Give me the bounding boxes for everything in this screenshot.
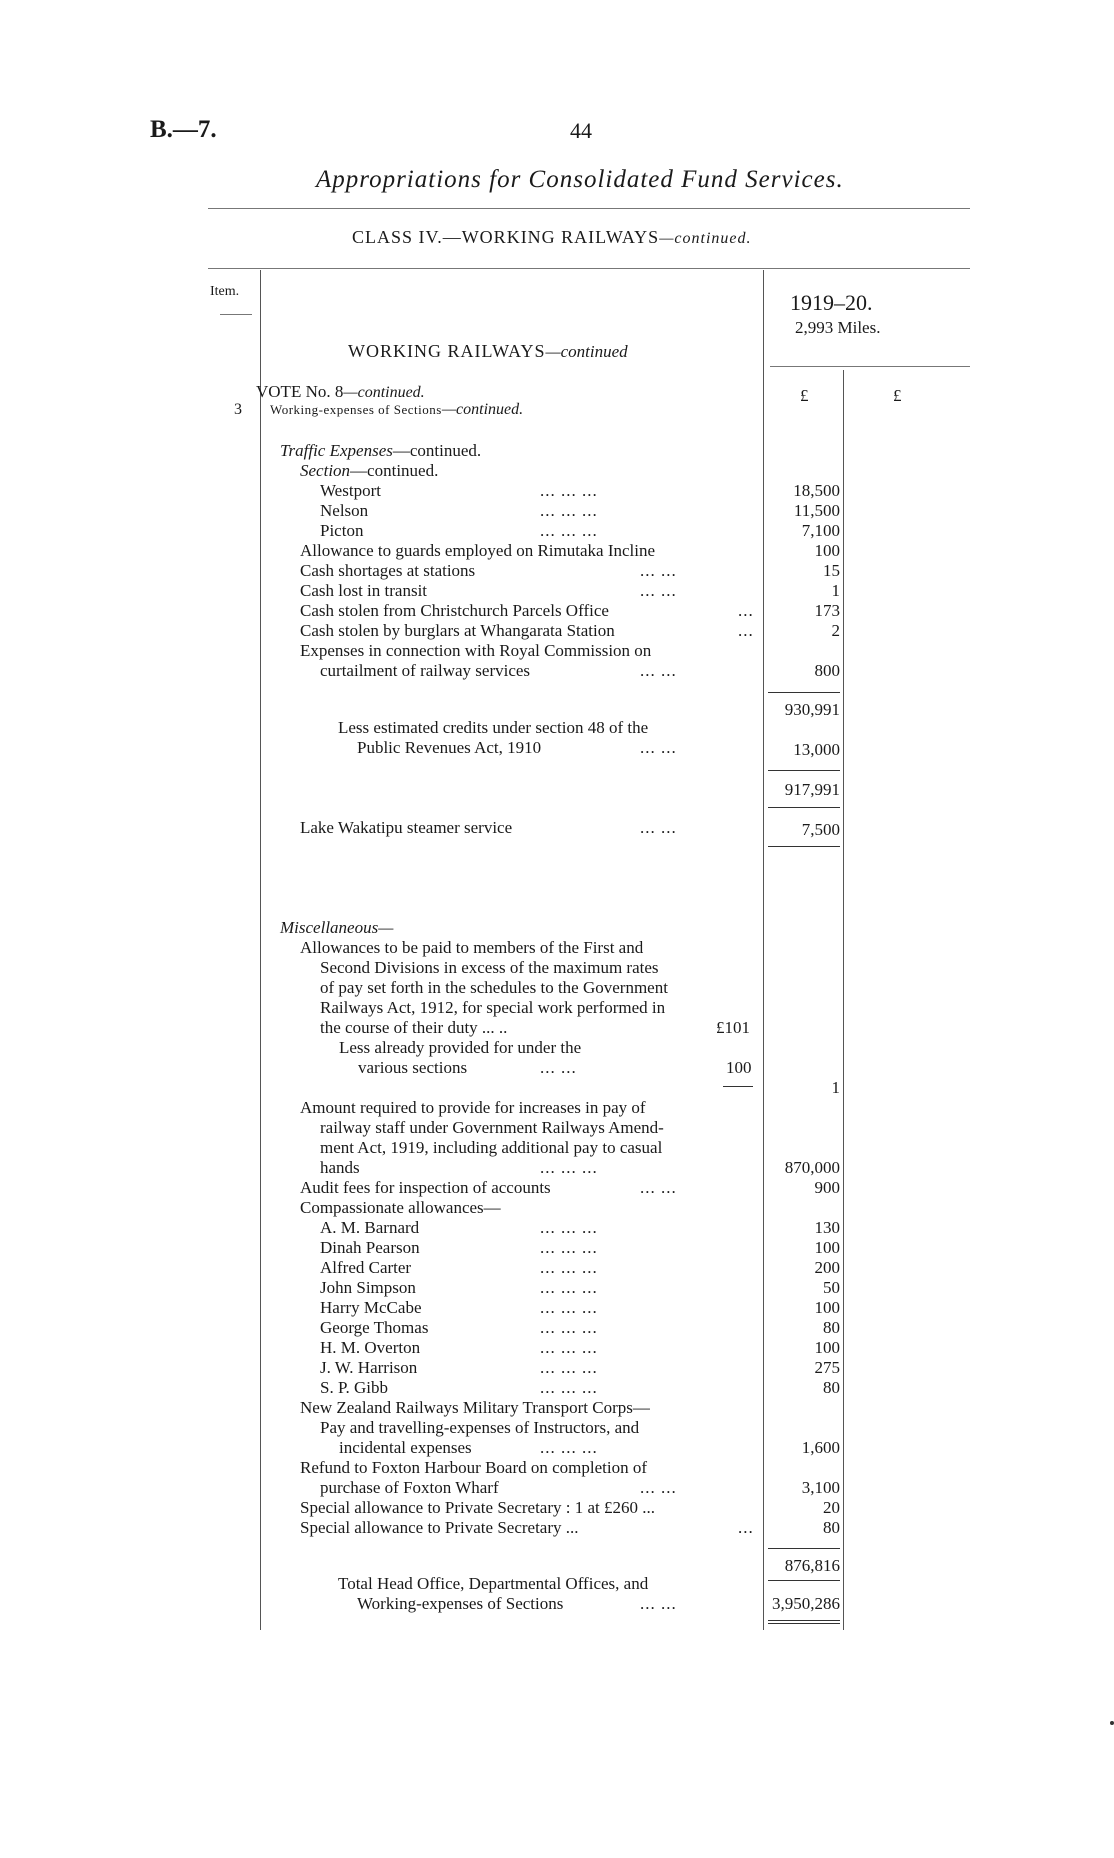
traffic-row xyxy=(0,661,1114,681)
stray-mark xyxy=(1110,1721,1114,1725)
compassionate-row xyxy=(0,1258,1114,1278)
row-label: Allowance to guards employed on Rimutaka Incline xyxy=(300,541,656,560)
row-leader-dots: ... ... xyxy=(640,561,677,580)
traffic-row xyxy=(0,481,1114,501)
row-leader-dots: ... ... xyxy=(640,581,677,600)
row-leader-dots: ... ... ... xyxy=(540,1218,598,1237)
traffic-net-total: 917,991 xyxy=(784,780,840,799)
row-label: Harry McCabe xyxy=(320,1298,422,1317)
row-leader-dots: ... ... ... xyxy=(540,1438,598,1457)
row-amount: 130 xyxy=(814,1218,840,1237)
row-label: Cash stolen by burglars at Whangarata Station xyxy=(300,621,615,640)
row-amount: 50 xyxy=(823,1278,840,1297)
row-leader-dots: ... ... ... xyxy=(540,1378,598,1397)
course-of-duty-line: the course of their duty ... .. xyxy=(320,1018,508,1037)
miscellaneous-total: 876,816 xyxy=(784,1556,840,1575)
various-sections-amount: 100 xyxy=(726,1058,752,1077)
row-amount: 11,500 xyxy=(793,501,840,520)
class-heading xyxy=(352,227,752,248)
increase-line: railway staff under Government Railways Amend- xyxy=(320,1118,664,1137)
traffic-row xyxy=(0,501,1114,521)
row-amount: 80 xyxy=(823,1318,840,1337)
vote-heading xyxy=(256,382,425,402)
row-label: purchase of Foxton Wharf xyxy=(320,1478,499,1497)
row-amount: 1 xyxy=(831,581,840,600)
row-amount: 800 xyxy=(814,661,840,680)
row-amount: 100 xyxy=(814,1338,840,1357)
working-expenses-heading-main: Working-expenses of Sections xyxy=(270,402,442,417)
allowances-line: Second Divisions in excess of the maximum rates xyxy=(320,958,659,977)
year-header-rule xyxy=(770,366,970,367)
allowances-rule xyxy=(723,1086,753,1087)
amount-column-left-divider xyxy=(763,270,764,1630)
pound-sign-column-1: £ xyxy=(800,386,809,405)
less-already-provided-line: Less already provided for under the xyxy=(339,1038,582,1057)
row-label: J. W. Harrison xyxy=(320,1358,418,1377)
class-heading-main: CLASS IV.—WORKING RAILWAYS xyxy=(352,227,660,247)
row-leader-dots: ... ... xyxy=(640,661,677,680)
lake-wakatipu-label: Lake Wakatipu steamer service xyxy=(300,818,513,837)
row-amount: 1,600 xyxy=(801,1438,840,1457)
allowances-total: 1 xyxy=(831,1078,840,1097)
traffic-row xyxy=(0,581,1114,601)
row-amount: 2 xyxy=(831,621,840,640)
section-heading-main: WORKING RAILWAYS xyxy=(348,341,546,361)
grand-total-amount: 3,950,286 xyxy=(772,1594,840,1613)
row-label: S. P. Gibb xyxy=(320,1378,389,1397)
foxton-wharf-row xyxy=(0,1478,1114,1498)
compassionate-row xyxy=(0,1298,1114,1318)
lake-wakatipu-dots: ... ... xyxy=(640,818,677,837)
subtotal-rule xyxy=(768,692,840,693)
row-amount: 200 xyxy=(814,1258,840,1277)
less-credits-amount: 13,000 xyxy=(793,740,840,759)
increase-line: Amount required to provide for increases in pay of xyxy=(300,1098,646,1117)
grand-total-underline xyxy=(768,1620,840,1621)
row-leader-dots: ... ... ... xyxy=(540,1158,598,1177)
instructors-pay-line: Pay and travelling-expenses of Instructors, and xyxy=(320,1418,640,1437)
row-amount: 870,000 xyxy=(784,1158,840,1177)
incidental-expenses-row xyxy=(0,1438,1114,1458)
row-leader-dots: ... ... ... xyxy=(540,501,598,520)
compassionate-row xyxy=(0,1378,1114,1398)
row-leader-dots: ... ... ... xyxy=(540,1238,598,1257)
row-leader-dots: ... xyxy=(738,1518,754,1537)
row-label: H. M. Overton xyxy=(320,1338,421,1357)
traffic-row xyxy=(0,641,1114,661)
pound-sign-column-2: £ xyxy=(893,386,902,405)
compassionate-row xyxy=(0,1238,1114,1258)
row-amount: 100 xyxy=(814,1238,840,1257)
working-expenses-heading-continued: —continued. xyxy=(441,401,524,418)
grand-total-rule xyxy=(768,1580,840,1581)
lake-wakatipu-underline xyxy=(768,846,840,847)
row-amount: 80 xyxy=(823,1518,840,1537)
row-label: Dinah Pearson xyxy=(320,1238,420,1257)
row-label: Cash lost in transit xyxy=(300,581,428,600)
page-title: Appropriations for Consolidated Fund Services. xyxy=(316,166,844,193)
row-label: Expenses in connection with Royal Commission on xyxy=(300,641,652,660)
row-amount: 275 xyxy=(814,1358,840,1377)
row-label: Westport xyxy=(320,481,381,500)
allowances-line: Railways Act, 1912, for special work performed in xyxy=(320,998,666,1017)
row-amount: 900 xyxy=(814,1178,840,1197)
row-label: incidental expenses xyxy=(339,1438,472,1457)
row-amount: 3,100 xyxy=(801,1478,840,1497)
row-label: Audit fees for inspection of accounts xyxy=(300,1178,551,1197)
traffic-expenses-heading-rest: —continued. xyxy=(392,441,482,460)
traffic-row xyxy=(0,541,1114,561)
row-label: Nelson xyxy=(320,501,369,520)
row-leader-dots: ... ... xyxy=(640,1478,677,1497)
traffic-section-subheading xyxy=(300,461,438,481)
row-leader-dots: ... ... ... xyxy=(540,481,598,500)
various-sections-dots: ... ... xyxy=(540,1058,577,1077)
section-heading-continued: —continued xyxy=(545,342,628,361)
row-amount: 80 xyxy=(823,1378,840,1397)
row-amount: 18,500 xyxy=(793,481,840,500)
row-label: Special allowance to Private Secretary ... xyxy=(300,1518,579,1537)
item-number: 3 xyxy=(234,401,242,418)
row-label: hands xyxy=(320,1158,360,1177)
less-credits-line-1: Less estimated credits under section 48 of the xyxy=(338,718,649,737)
row-label: Special allowance to Private Secretary : 1 at £260 ... xyxy=(300,1498,655,1517)
row-label: Alfred Carter xyxy=(320,1258,412,1277)
row-label: curtailment of railway services xyxy=(320,661,531,680)
row-leader-dots: ... ... ... xyxy=(540,521,598,540)
increase-line: ment Act, 1919, including additional pay to casual xyxy=(320,1138,663,1157)
row-leader-dots: ... ... ... xyxy=(540,1358,598,1377)
compassionate-row xyxy=(0,1318,1114,1338)
traffic-row xyxy=(0,621,1114,641)
row-amount: 173 xyxy=(814,601,840,620)
compassionate-row xyxy=(0,1278,1114,1298)
row-amount: 15 xyxy=(823,561,840,580)
item-column-header: Item. xyxy=(210,284,240,299)
year-column-header: 1919–20. xyxy=(790,290,873,315)
vote-heading-continued: —continued. xyxy=(343,384,425,401)
row-label: A. M. Barnard xyxy=(320,1218,420,1237)
compassionate-row xyxy=(0,1218,1114,1238)
allowances-line: of pay set forth in the schedules to the Government xyxy=(320,978,668,997)
row-amount: 100 xyxy=(814,1298,840,1317)
less-credits-line-2: Public Revenues Act, 1910 xyxy=(357,738,542,757)
compassionate-allowances-heading: Compassionate allowances— xyxy=(300,1198,501,1217)
row-leader-dots: ... ... ... xyxy=(540,1278,598,1297)
less-credits-dots: ... ... xyxy=(640,738,677,757)
lake-wakatipu-amount: 7,500 xyxy=(801,820,840,839)
various-sections-line: various sections xyxy=(358,1058,468,1077)
hands-row xyxy=(0,1158,1114,1178)
miles-column-header: 2,993 Miles. xyxy=(795,318,881,337)
traffic-section-subheading-italic: Section xyxy=(300,461,351,480)
course-of-duty-amount: £101 xyxy=(716,1018,750,1037)
row-leader-dots: ... ... ... xyxy=(540,1318,598,1337)
traffic-expenses-heading-italic: Traffic Expenses xyxy=(280,441,393,460)
row-label: Picton xyxy=(320,521,364,540)
traffic-expenses-heading xyxy=(280,441,481,461)
grand-total-line-1: Total Head Office, Departmental Offices, and xyxy=(338,1574,649,1593)
grand-total-line-2: Working-expenses of Sections xyxy=(357,1594,564,1613)
grand-total-dots: ... ... xyxy=(640,1594,677,1613)
section-heading xyxy=(348,341,628,362)
row-leader-dots: ... xyxy=(738,621,754,640)
row-label: Cash shortages at stations xyxy=(300,561,476,580)
row-leader-dots: ... ... xyxy=(640,1178,677,1197)
miscellaneous-heading: Miscellaneous— xyxy=(280,918,394,937)
misc-total-rule xyxy=(768,1548,840,1549)
row-amount: 100 xyxy=(814,541,840,560)
traffic-subtotal: 930,991 xyxy=(784,700,840,719)
table-top-rule xyxy=(208,268,970,269)
transport-corps-line: New Zealand Railways Military Transport Corps— xyxy=(300,1398,650,1417)
special-allowance-row xyxy=(0,1498,1114,1518)
compassionate-row xyxy=(0,1358,1114,1378)
net-underline xyxy=(768,807,840,808)
title-rule xyxy=(208,208,970,209)
row-amount: 7,100 xyxy=(801,521,840,540)
vote-heading-main: VOTE No. 8 xyxy=(256,382,344,401)
item-header-rule xyxy=(220,314,252,315)
page-number: 44 xyxy=(570,118,592,143)
row-amount: 20 xyxy=(823,1498,840,1517)
compassionate-row xyxy=(0,1338,1114,1358)
row-leader-dots: ... ... ... xyxy=(540,1258,598,1277)
foxton-refund-line: Refund to Foxton Harbour Board on completion of xyxy=(300,1458,648,1477)
row-leader-dots: ... ... ... xyxy=(540,1338,598,1357)
row-label: George Thomas xyxy=(320,1318,429,1337)
working-expenses-heading xyxy=(270,401,523,419)
document-code: B.—7. xyxy=(150,116,217,143)
class-heading-continued: —continued. xyxy=(659,230,752,247)
item-column-divider xyxy=(260,270,261,1630)
row-label: John Simpson xyxy=(320,1278,416,1297)
traffic-row xyxy=(0,601,1114,621)
row-label: Cash stolen from Christchurch Parcels Office xyxy=(300,601,609,620)
net-rule xyxy=(768,770,840,771)
row-leader-dots: ... ... ... xyxy=(540,1298,598,1317)
traffic-section-subheading-rest: —continued. xyxy=(350,461,439,480)
row-leader-dots: ... xyxy=(738,601,754,620)
audit-fees-row xyxy=(0,1178,1114,1198)
traffic-row xyxy=(0,561,1114,581)
traffic-row xyxy=(0,521,1114,541)
grand-total-double-underline xyxy=(768,1623,840,1624)
allowances-line: Allowances to be paid to members of the First and xyxy=(300,938,644,957)
special-allowance-row xyxy=(0,1518,1114,1538)
